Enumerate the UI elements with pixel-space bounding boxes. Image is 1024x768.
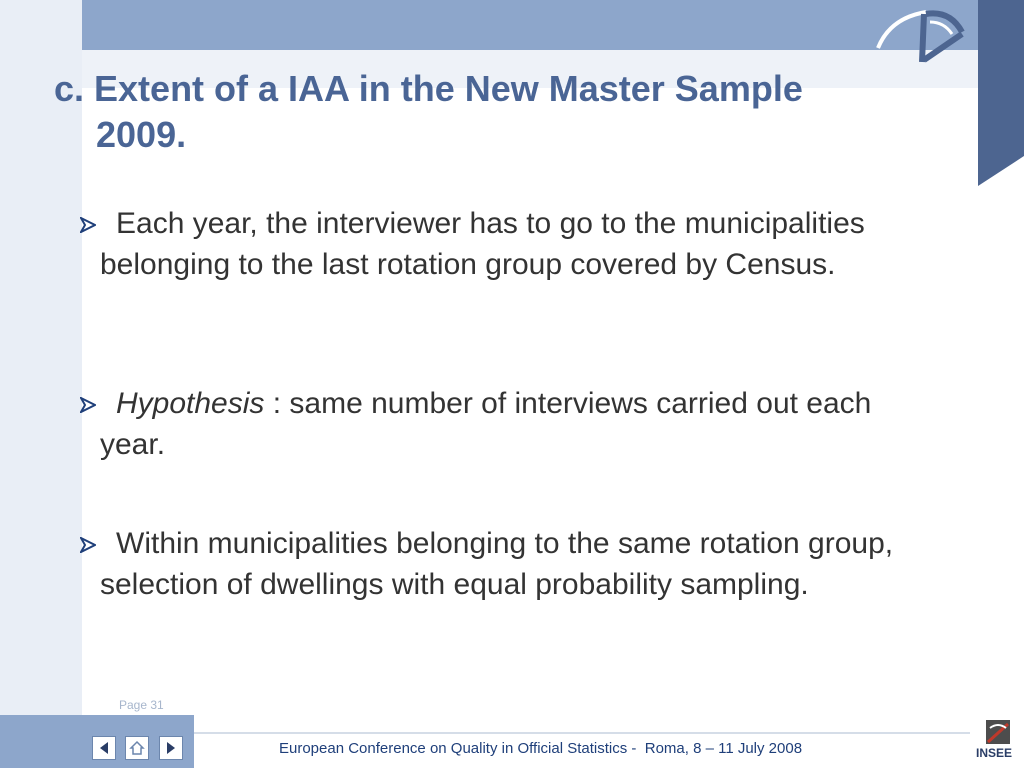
slide-title-line2: 2009. xyxy=(96,114,187,155)
bullet-text: : same number of interviews carried out each year. xyxy=(100,387,872,461)
triangle-left-icon xyxy=(98,741,110,755)
previous-slide-button[interactable] xyxy=(92,736,116,760)
page-number: Page 31 xyxy=(119,698,164,712)
bullet-text: group, selection of dwellings with equal probability sampling. xyxy=(100,527,894,601)
bullet-text: municipalities belonging to the last rotation group covered by Census. xyxy=(100,207,865,281)
bullet-item xyxy=(80,383,940,465)
header-bar xyxy=(82,0,978,50)
footer-divider xyxy=(194,732,970,734)
bullet-item xyxy=(80,203,940,285)
slide-title xyxy=(54,66,934,158)
home-icon xyxy=(129,740,145,756)
triangle-right-icon xyxy=(165,741,177,755)
conference-logo-icon xyxy=(870,4,970,70)
right-corner-decoration xyxy=(978,0,1024,186)
arrow-bullet-icon xyxy=(80,397,96,413)
insee-logo-text: INSEE xyxy=(976,746,1013,760)
bullet-item xyxy=(80,523,940,605)
bullet-italic-text: Hypothesis xyxy=(116,387,265,420)
arrow-bullet-icon xyxy=(80,217,96,233)
bullet-lead-text: Within municipalities belonging to the same rotation xyxy=(116,527,800,560)
home-slide-button[interactable] xyxy=(125,736,149,760)
next-slide-button[interactable] xyxy=(159,736,183,760)
footer-text: European Conference on Quality in Official Statistics - Roma, 8 – 11 July 2008 xyxy=(279,740,803,757)
slide-title-line1: c. Extent of a IAA in the New Master Sample xyxy=(54,68,803,109)
bullet-lead-text: Each year, the interviewer has to go to the xyxy=(116,207,677,240)
arrow-bullet-icon xyxy=(80,537,96,553)
